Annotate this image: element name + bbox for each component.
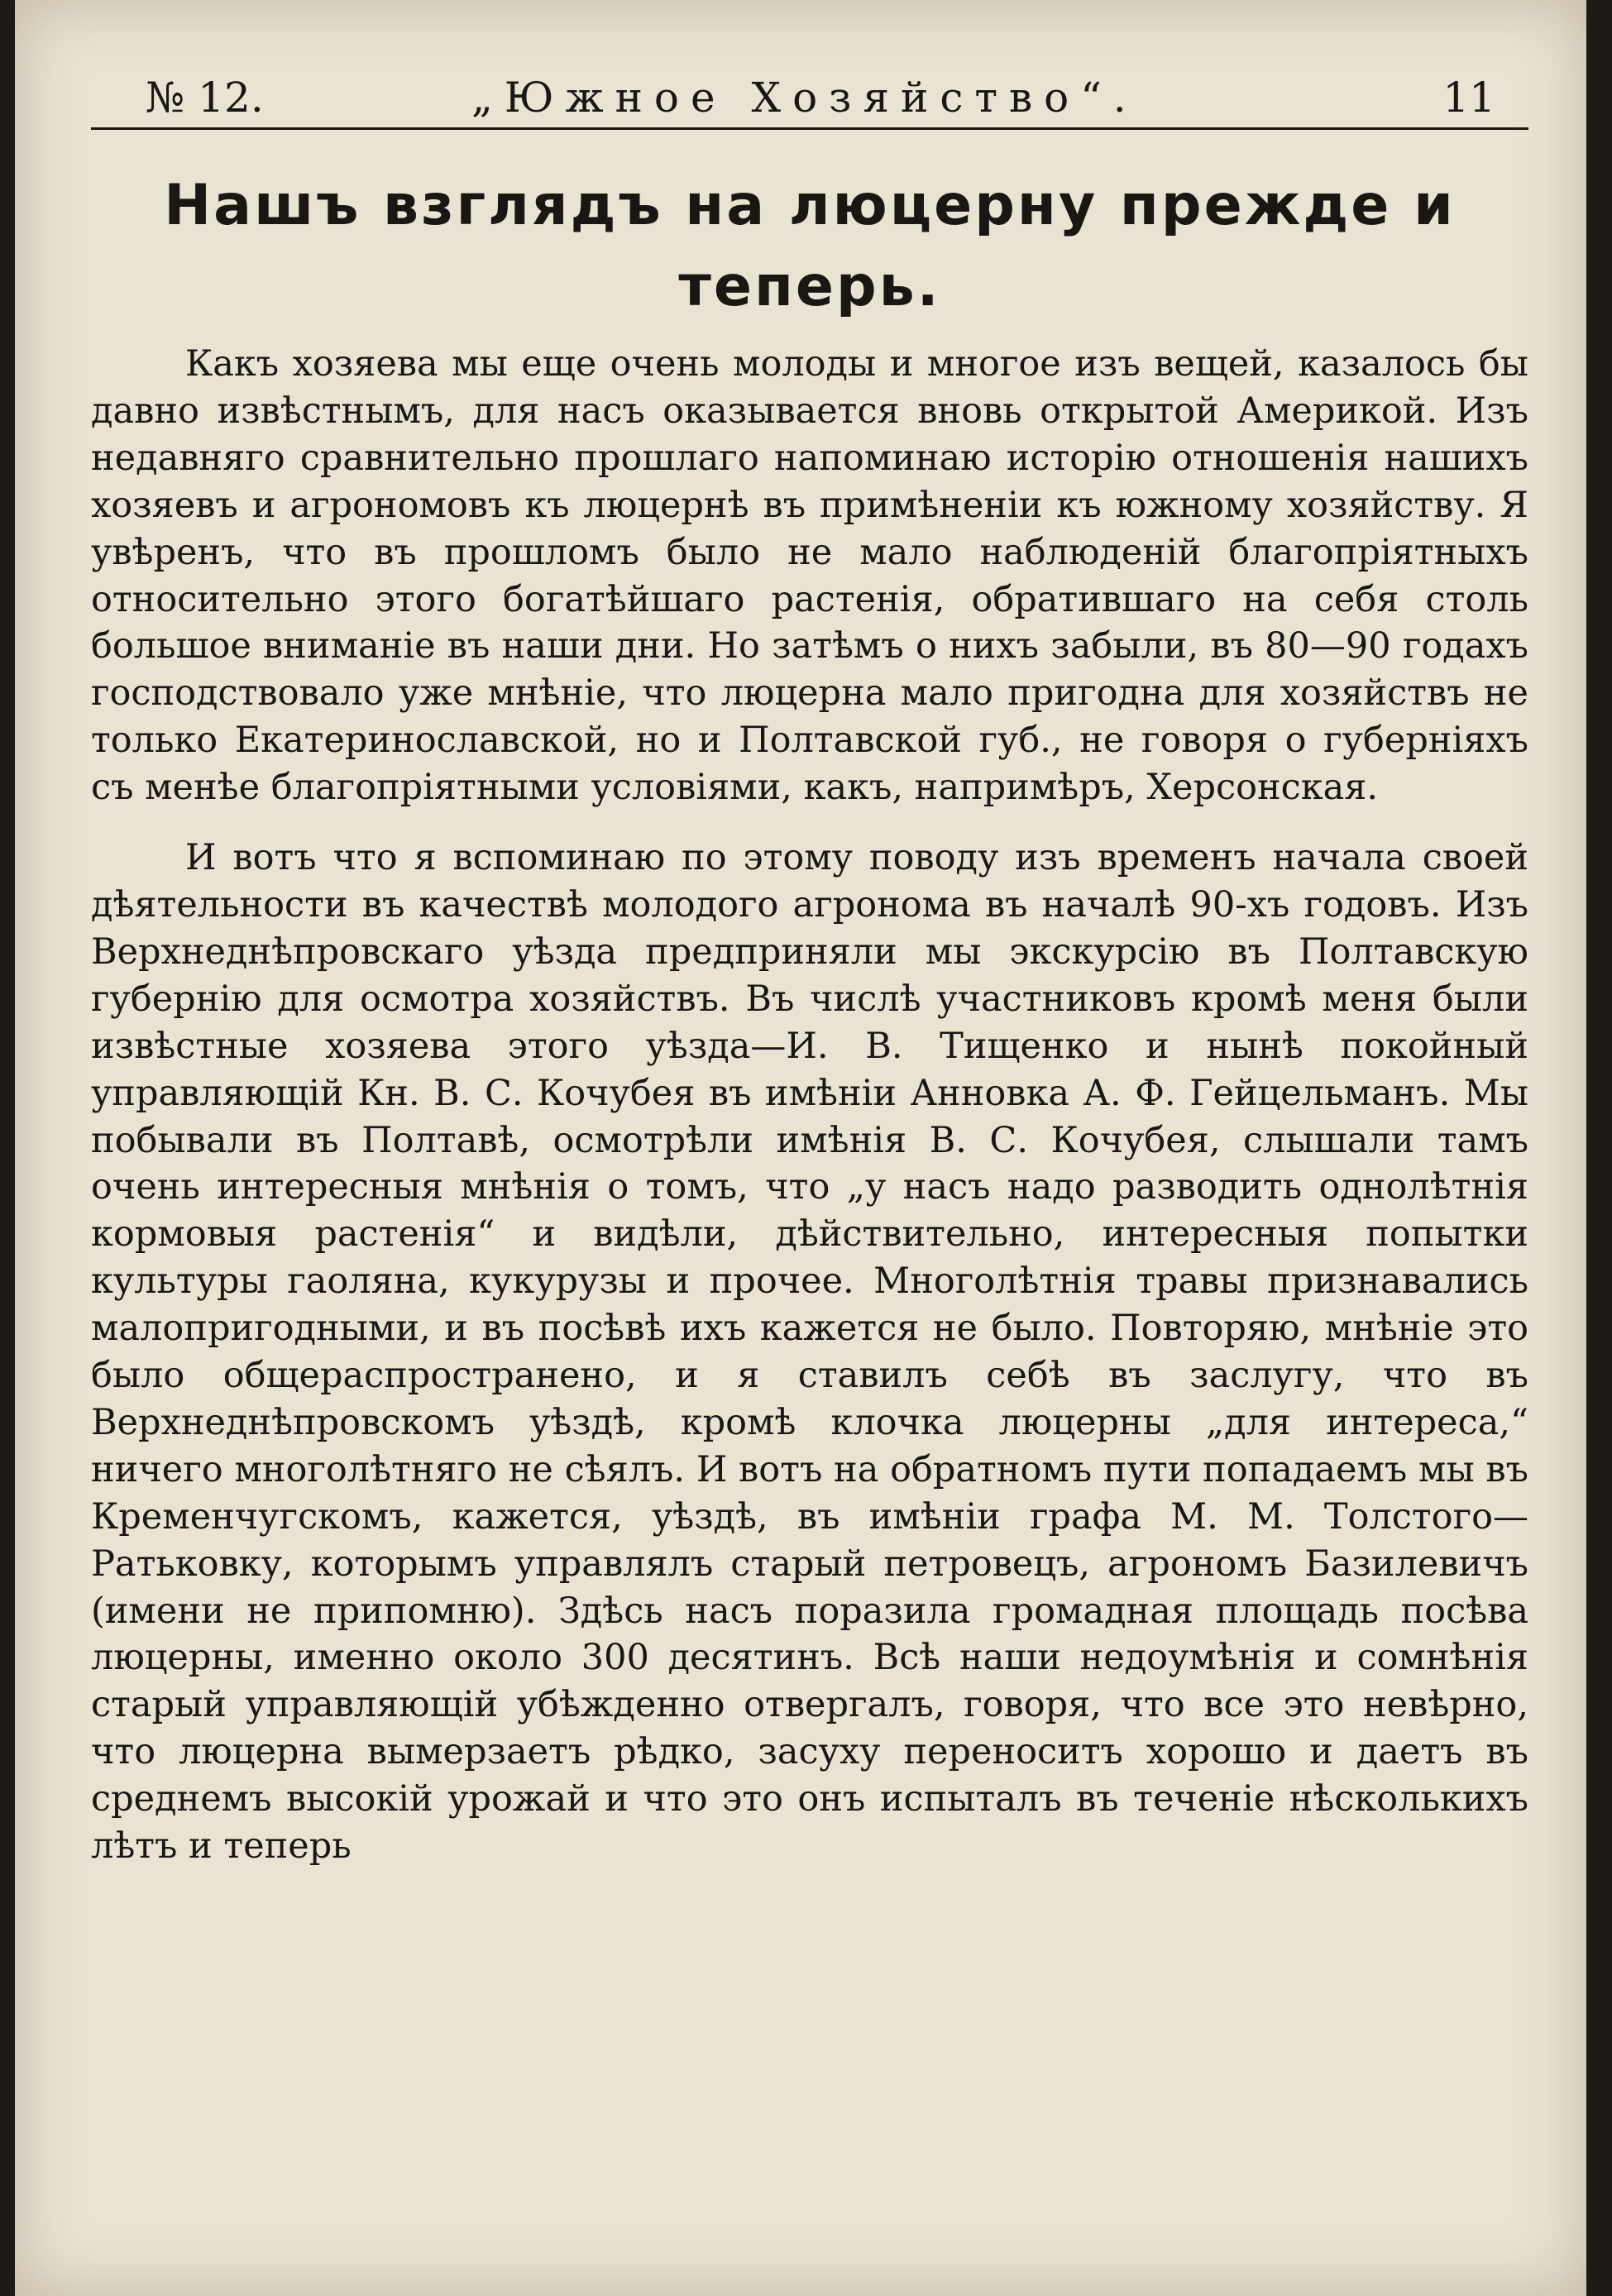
- paragraph: И вотъ что я вспоминаю по этому поводу изъ временъ начала своей дѣятельности въ качествѣ молодого агронома въ началѣ 90-хъ годовъ. Изъ Верхнеднѣпровскаго уѣзда предприняли мы экскурсію въ Полтавскую губернію для осмотра хозяйствъ. Въ числѣ участниковъ кромѣ меня были извѣстные хозяева этого уѣзда—И. В. Тищенко и нынѣ покойный управляющій Кн. В. С. Кочубея въ имѣніи Анновка А. Ф. Гейцельманъ. Мы побывали въ Полтавѣ, осмотрѣли имѣнія В. С. Кочубея, слышали тамъ очень интересныя мнѣнія о томъ, что „у насъ надо разводить однолѣтнія кормовыя растенія“ и видѣли, дѣйствительно, интересныя попытки культуры гаоляна, кукурузы и прочее. Многолѣтнія травы признавались малопригодными, и въ посѣвѣ ихъ кажется не было. Повторяю, мнѣніе это было общераспространено, и я ставилъ себѣ въ заслугу, что въ Верхнеднѣпровскомъ уѣздѣ, кромѣ клочка люцерны „для интереса,“ ничего многолѣтняго не сѣялъ. И вотъ на обратномъ пути попадаемъ мы въ Кременчугскомъ, кажется, уѣздѣ, въ имѣніи графа М. М. Толстого—Ратьковку, которымъ управлялъ старый петровецъ, агрономъ Базилевичъ (имени не припомню). Здѣсь насъ поразила громадная площадь посѣва люцерны, именно около 300 десятинъ. Всѣ наши недоумѣнія и сомнѣнія старый управляющій убѣжденно отвергалъ, говоря, что все это невѣрно, что люцерна вымерзаетъ рѣдко, засуху переноситъ хорошо и даетъ въ среднемъ высокій урожай и что это онъ испыталъ въ теченіе нѣсколькихъ лѣтъ и теперь: [91, 837, 1528, 1868]
- journal-name: „Южное Хозяйство“.: [471, 74, 1138, 122]
- article-title: Нашъ взглядъ на люцерну прежде и теперь.: [164, 173, 1456, 319]
- issue-number: № 12.: [146, 74, 264, 122]
- paragraph: Какъ хозяева мы еще очень молоды и многое изъ вещей, казалось бы давно извѣстнымъ, для насъ оказывается вновь открытой Америкой. Изъ недавняго сравнительно прошлаго напоминаю исторію отношенія нашихъ хозяевъ и агрономовъ къ люцернѣ въ примѣненіи къ южному хозяйству. Я увѣренъ, что въ прошломъ было не мало наблюденій благопріятныхъ относительно этого богатѣйшаго растенія, обратившаго на себя столь большое вниманіе въ наши дни. Но затѣмъ о нихъ забыли, въ 80—90 годахъ господствовало уже мнѣніе, что люцерна мало пригодна для хозяйствъ не только Екатеринославской, но и Полтавской губ., не говоря о губерніяхъ съ менѣе благопріятными условіями, какъ, напримѣръ, Херсонская.: [91, 343, 1528, 809]
- running-header: [91, 68, 1528, 130]
- page-number: 11: [1442, 74, 1495, 122]
- page: [15, 0, 1586, 2296]
- article-body: [91, 341, 1528, 1870]
